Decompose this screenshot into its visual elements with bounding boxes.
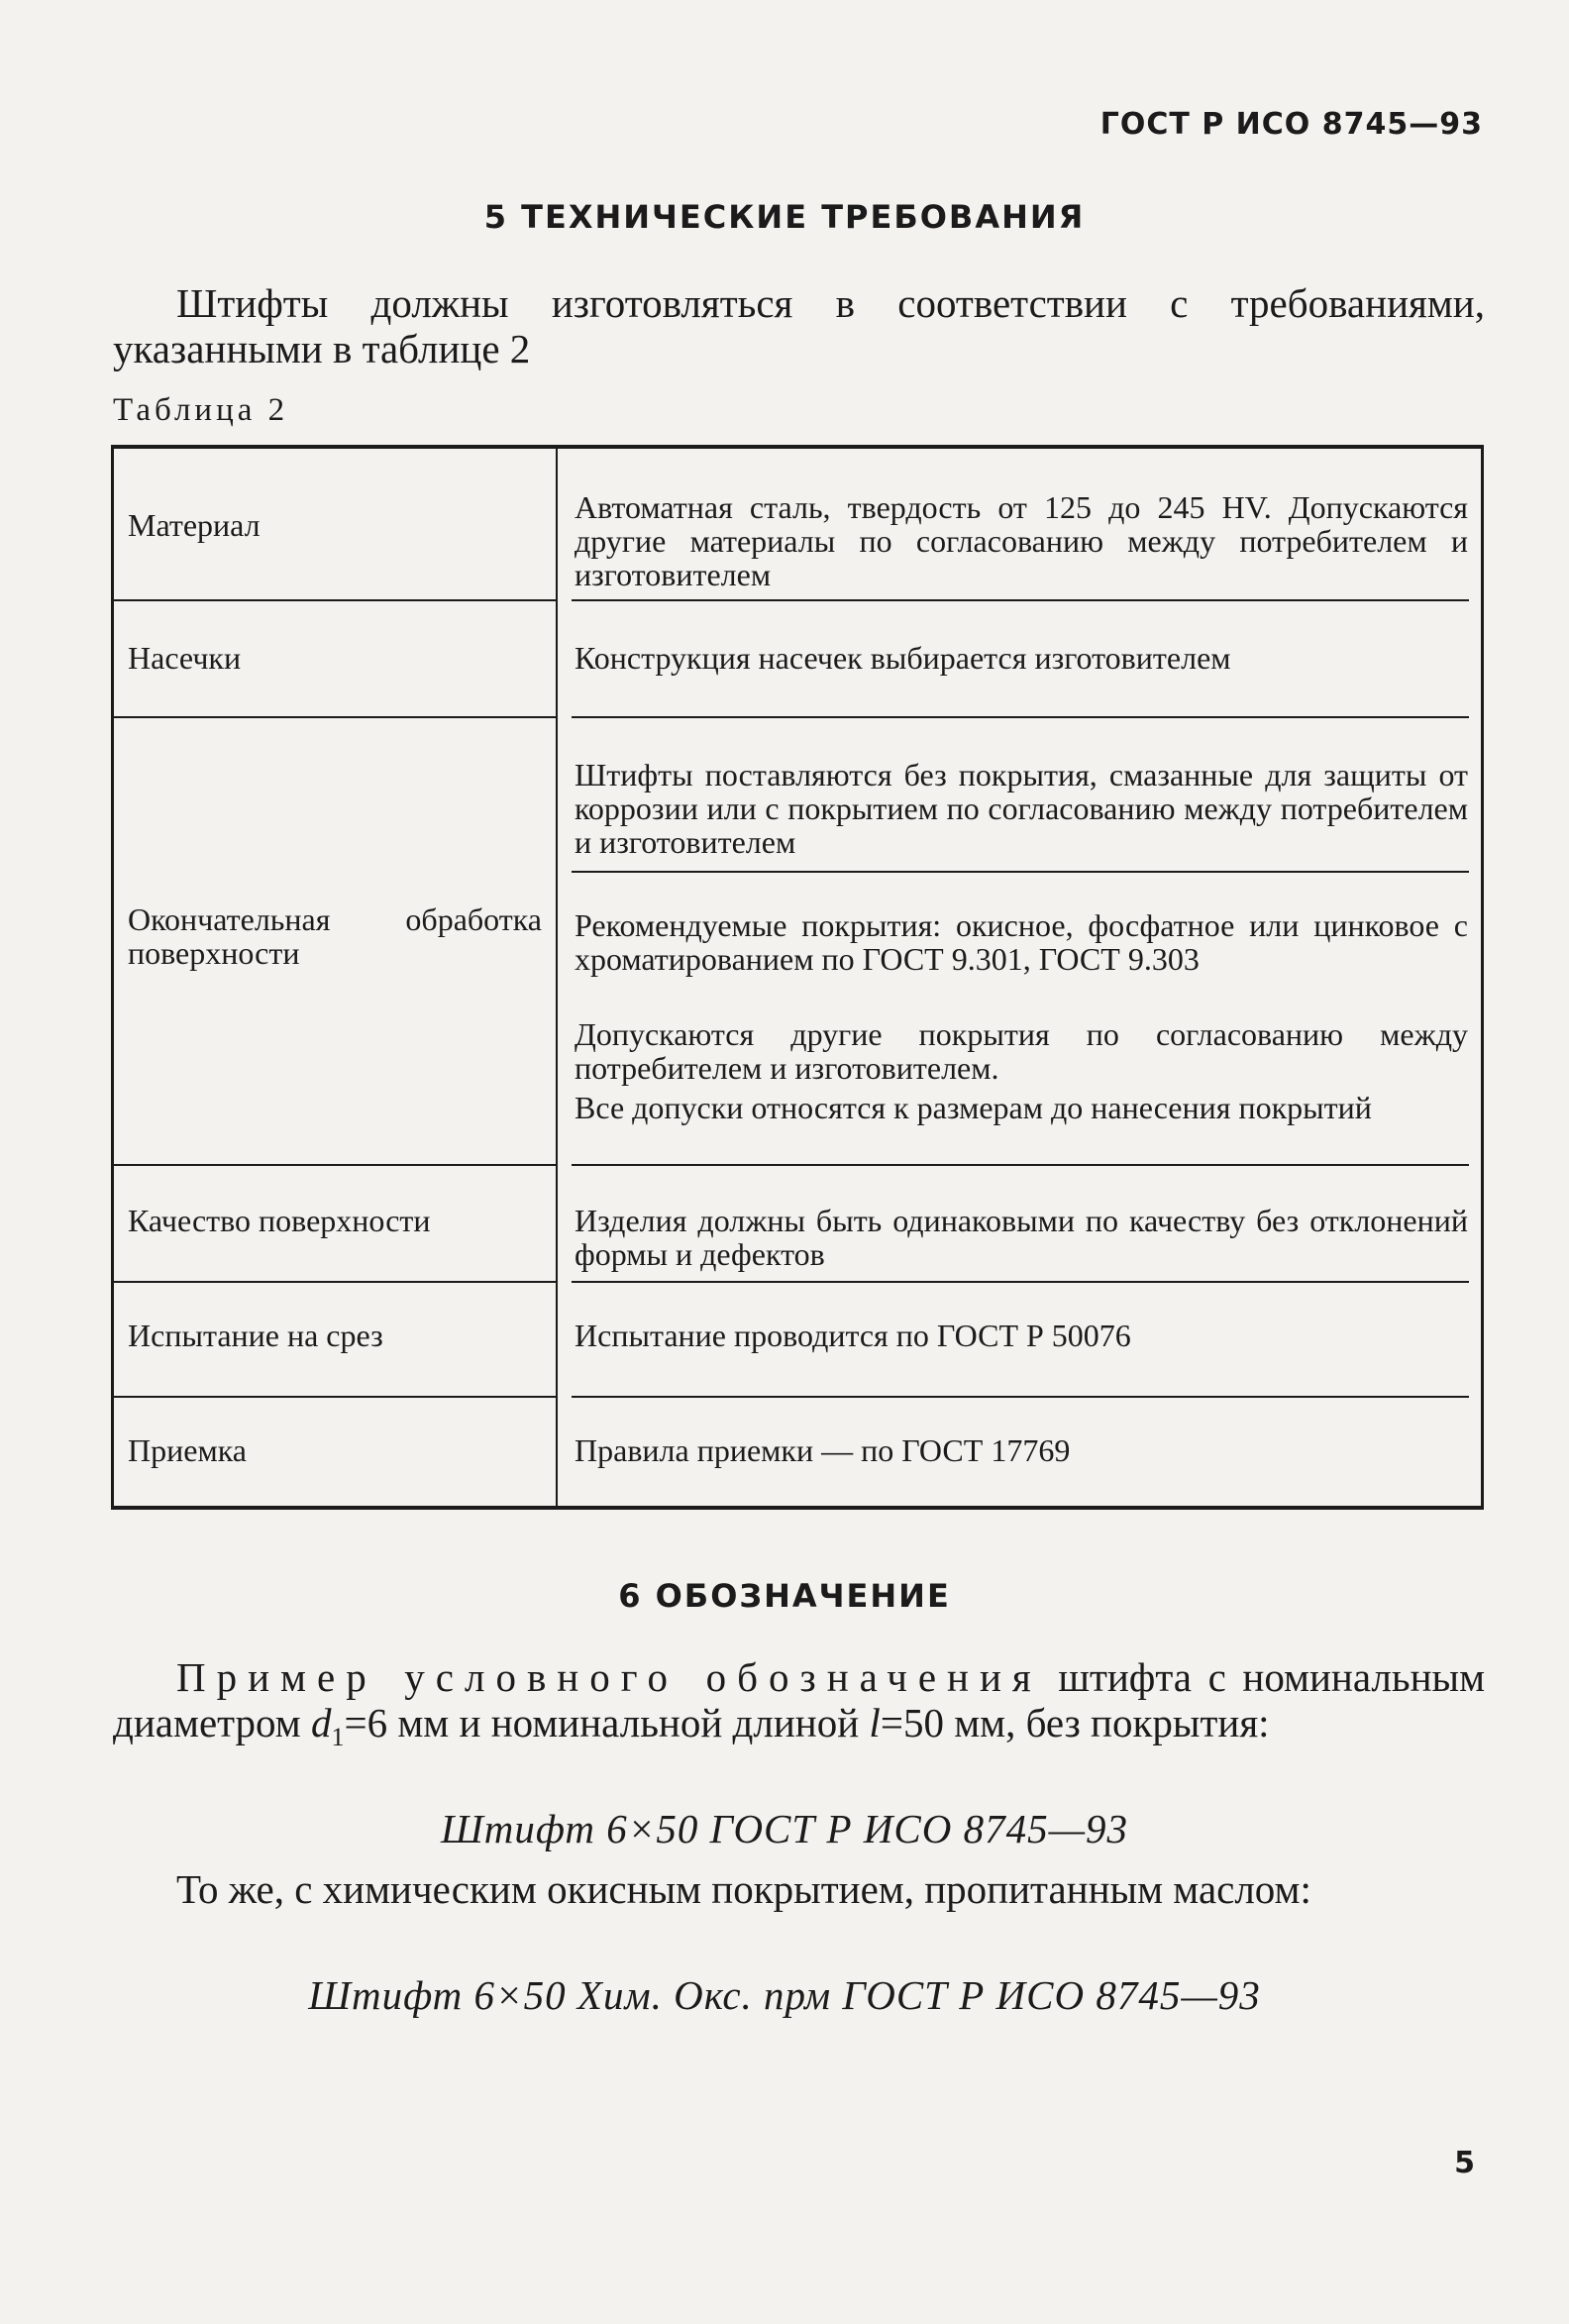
designation-example-2: Штифт 6×50 Хим. Окс. прм ГОСТ Р ИСО 8745—93 bbox=[308, 1972, 1261, 2018]
table-row-text: Допускаются другие покрытия по согласованию между потребителем и изготовителем. bbox=[575, 1016, 1468, 1086]
row-divider bbox=[114, 716, 556, 718]
cell-underline bbox=[572, 599, 1469, 601]
example-lead: Пример условного обозначения bbox=[176, 1654, 1042, 1700]
table-row-text: Автоматная сталь, твердость от 125 до 245 HV. Допускаются другие материалы по согласованию между потребителем и изготовителем bbox=[575, 489, 1468, 592]
table-row-text: Штифты поставляются без покрытия, смазанные для защиты от коррозии или с покрытием по согласованию между потребителем и изготовителем bbox=[575, 757, 1468, 860]
row-divider bbox=[114, 1396, 556, 1398]
table-row-label: Испытание на срез bbox=[128, 1318, 383, 1353]
requirements-table bbox=[111, 445, 1484, 1510]
section-5-intro bbox=[113, 280, 1485, 371]
section-5-intro-text: Штифты должны изготовляться в соответствии с требованиями, указанными в таблице 2 bbox=[113, 280, 1485, 371]
second-example-text: То же, с химическим окисным покрытием, пропитанным маслом: bbox=[176, 1866, 1311, 1912]
diameter-value: =6 мм и номинальной длиной bbox=[344, 1700, 860, 1745]
document-code: ГОСТ Р ИСО 8745—93 bbox=[1099, 107, 1483, 142]
table-row-text: Испытание проводится по ГОСТ Р 50076 bbox=[575, 1318, 1131, 1353]
designation-example-1: Штифт 6×50 ГОСТ Р ИСО 8745—93 bbox=[440, 1806, 1129, 1851]
cell-underline bbox=[572, 1164, 1469, 1166]
example-tail: без покрытия: bbox=[1025, 1700, 1270, 1745]
row-divider bbox=[114, 599, 556, 601]
example-text: штифта с номинальным диаметром bbox=[113, 1654, 1486, 1745]
length-value: =50 мм, bbox=[880, 1700, 1016, 1745]
length-symbol: l bbox=[869, 1700, 881, 1745]
cell-underline bbox=[572, 1396, 1469, 1398]
table-row-label: Материал bbox=[128, 507, 261, 543]
section-6-second bbox=[113, 1866, 1485, 1912]
cell-underline bbox=[572, 716, 1469, 718]
section-5-title: 5 ТЕХНИЧЕСКИЕ ТРЕБОВАНИЯ bbox=[483, 198, 1086, 236]
table-row-label: Приемка bbox=[128, 1432, 247, 1468]
table-column-divider bbox=[556, 449, 558, 1506]
cell-underline bbox=[572, 871, 1469, 873]
table-row-text: Правила приемки — по ГОСТ 17769 bbox=[575, 1432, 1071, 1468]
table-row-label: Насечки bbox=[128, 640, 242, 676]
section-6-title: 6 ОБОЗНАЧЕНИЕ bbox=[618, 1577, 951, 1615]
row-divider bbox=[114, 1164, 556, 1166]
page-number: 5 bbox=[1454, 2146, 1475, 2180]
table-row-text: Изделия должны быть одинаковыми по качеству без отклонений формы и дефектов bbox=[575, 1203, 1468, 1272]
section-6-example bbox=[113, 1654, 1485, 1760]
cell-underline bbox=[572, 1281, 1469, 1283]
diameter-subscript: 1 bbox=[331, 1723, 345, 1752]
diameter-symbol: d bbox=[310, 1700, 332, 1745]
table-caption: Таблица 2 bbox=[113, 392, 289, 428]
table-row-text: Рекомендуемые покрытия: окисное, фосфатное или цинковое с хроматированием по ГОСТ 9.301, ГОСТ 9.303 bbox=[575, 907, 1468, 977]
row-divider bbox=[114, 1281, 556, 1283]
table-row-label: Качество поверхности bbox=[128, 1203, 431, 1238]
table-row-text: Конструкция насечек выбирается изготовителем bbox=[575, 640, 1231, 676]
table-row-text: Все допуски относятся к размерам до нанесения покрытий bbox=[575, 1090, 1372, 1125]
table-row-label: Окончательная обработка поверхности bbox=[128, 901, 542, 971]
